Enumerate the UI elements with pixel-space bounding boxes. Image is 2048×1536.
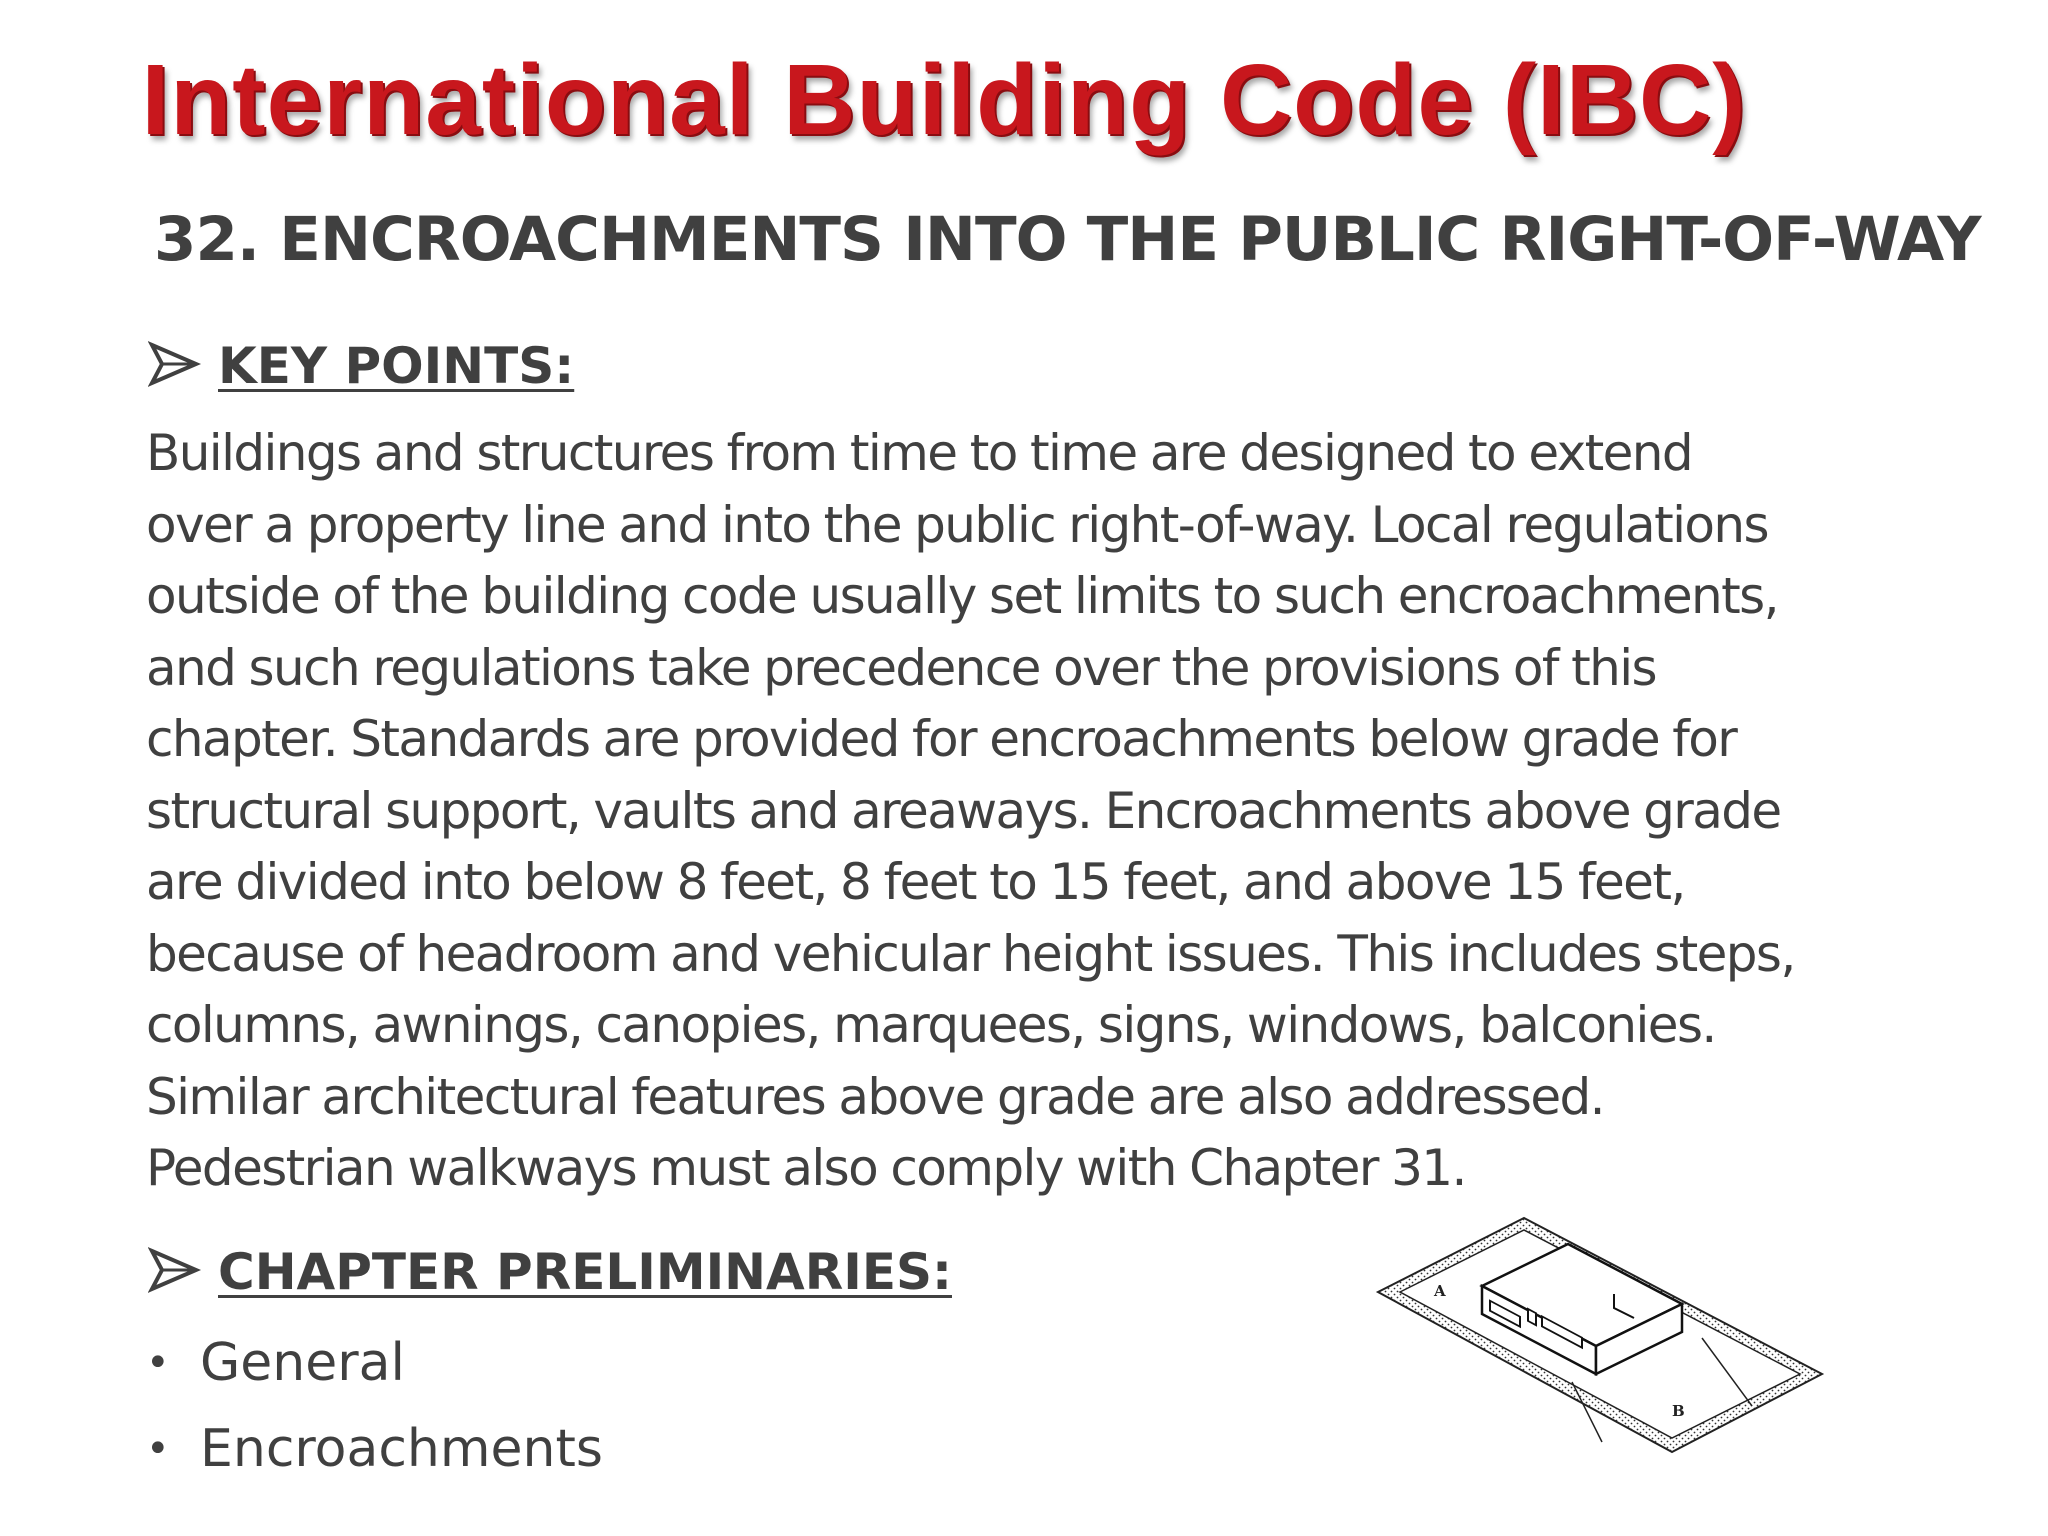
bullet-dot: • (146, 1426, 170, 1472)
paragraph-line: columns, awnings, canopies, marquees, signs, windows, balconies. (146, 996, 1716, 1054)
list-item-label: Encroachments (200, 1419, 603, 1479)
illustration-label-a: A (1434, 1282, 1446, 1300)
paragraph-line: because of headroom and vehicular height issues. This includes steps, (146, 924, 1795, 983)
bullet-dot: • (146, 1340, 170, 1386)
paragraph-line: are divided into below 8 feet, 8 feet to 15 feet, and above 15 feet, (146, 853, 1685, 911)
paragraph-line: Similar architectural features above grade are also addressed. (146, 1067, 1604, 1126)
paragraph-line: and such regulations take precedence over the provisions of this (146, 638, 1656, 697)
building-site-illustration (1372, 1206, 1832, 1462)
list-item (146, 1320, 603, 1406)
key-points-heading (148, 334, 574, 398)
illustration-label-b: B (1672, 1402, 1685, 1420)
key-points-heading-text: KEY POINTS: (218, 337, 575, 395)
list-item-label: General (200, 1333, 405, 1393)
chapter-title: 32. ENCROACHMENTS INTO THE PUBLIC RIGHT-OF-WAY (154, 204, 1981, 275)
preliminaries-list (146, 1320, 603, 1492)
paragraph-line: over a property line and into the public right-of-way. Local regulations (146, 495, 1768, 554)
slide-title: International Building Code (IBC) (141, 44, 1747, 156)
list-item (146, 1406, 603, 1492)
paragraph-line: chapter. Standards are provided for encroachments below grade for (146, 710, 1737, 768)
chapter-preliminaries-heading-text: CHAPTER PRELIMINARIES: (218, 1243, 952, 1301)
chapter-preliminaries-heading (148, 1240, 952, 1304)
arrowhead-bullet-icon (148, 1245, 216, 1295)
paragraph-line: outside of the building code usually set limits to such encroachments, (146, 567, 1778, 625)
paragraph-line: Buildings and structures from time to time are designed to extend (146, 424, 1693, 482)
paragraph-line: structural support, vaults and areaways. Encroachments above grade (146, 781, 1781, 840)
paragraph-line: Pedestrian walkways must also comply with Chapter 31. (146, 1139, 1466, 1197)
arrowhead-bullet-icon (148, 339, 216, 389)
key-points-paragraph (146, 418, 1946, 1205)
